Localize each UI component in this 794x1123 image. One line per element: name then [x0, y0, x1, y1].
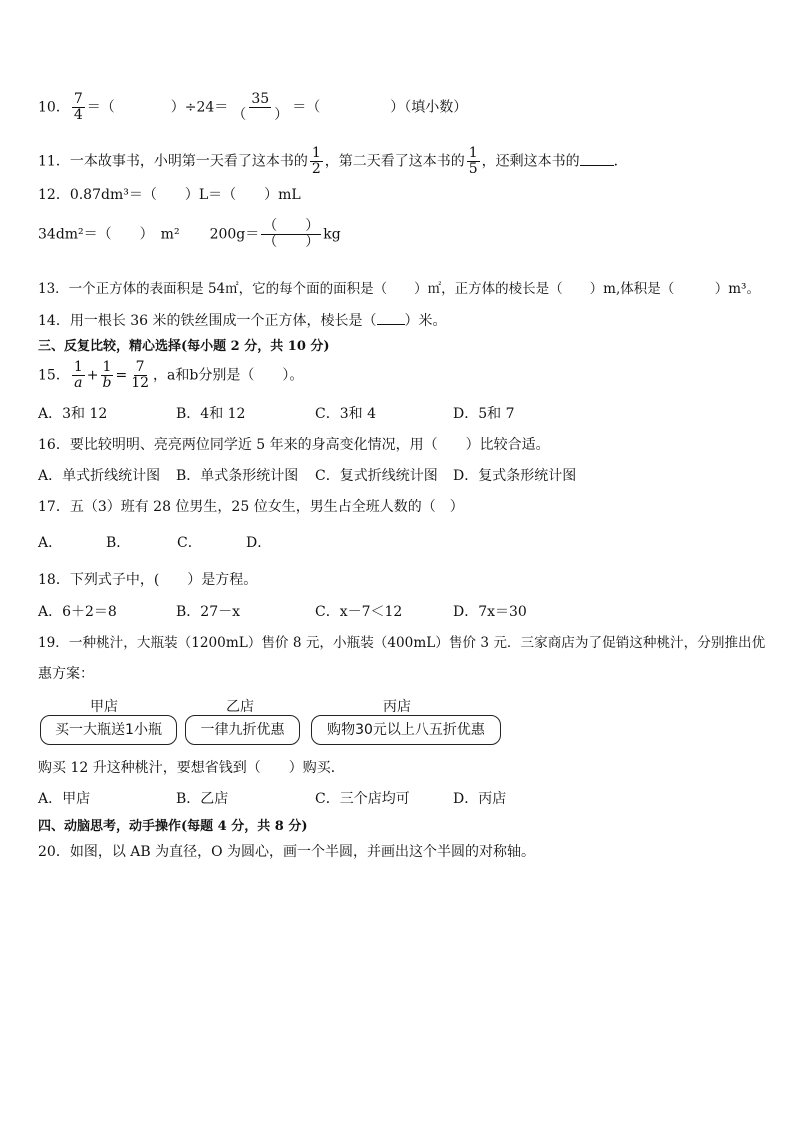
shop-offer-bing: 购物30元以上八五折优惠 — [311, 715, 501, 745]
question-11: 11．一本故事书，小明第一天看了这本书的 $\frac{1}{2}$ ，第二天看了这本书的 $\frac{1}{5}$ ，还剩这本书的 ． — [38, 145, 628, 177]
fraction-1-5: $\frac{1}{5}$ — [468, 145, 478, 177]
q19-option-b[interactable]: B．乙店 — [176, 791, 229, 807]
question-13: 13．一个正方体的表面积是 54㎡，它的每个面的面积是（ ）㎡，正方体的棱长是（ ）m,体积是（ ）m³。 — [38, 281, 760, 297]
question-15: 15． $\frac{1}{a}$ + $\frac{1}{b}$ = $\frac{7}{12}$ ，a和b分别是（ ）。 — [38, 359, 304, 391]
q17-option-d[interactable]: D． — [246, 535, 272, 551]
shop-label-jia: 甲店 — [90, 699, 118, 715]
fraction-1-2: $\frac{1}{2}$ — [311, 145, 321, 177]
q15-option-a[interactable]: A．3和 12 — [38, 406, 108, 422]
shop-offer-yi: 一律九折优惠 — [185, 715, 300, 745]
q15-option-d[interactable]: D．5和 7 — [453, 406, 515, 422]
q18-option-d[interactable]: D．7x＝30 — [453, 604, 527, 620]
question-14: 14．用一根长 36 米的铁丝围成一个正方体，棱长是（ ）米。 — [38, 313, 447, 329]
question-19-line-1: 19．一种桃汁，大瓶装（1200mL）售价 8 元，小瓶装（400mL）售价 3 元．三家商店为了促销这种桃汁，分别推出优 — [38, 635, 766, 651]
fraction-blank: $\frac{( )}{( )}$ — [263, 218, 320, 250]
section-3-heading: 三、反复比较，精心选择(每小题 2 分，共 10 分) — [38, 339, 330, 354]
fraction-7-4: $\frac{7}{4}$ — [73, 91, 83, 123]
question-16: 16．要比较明明、亮亮两位同学近 5 年来的身高变化情况，用（ ）比较合适。 — [38, 437, 550, 453]
q16-option-a[interactable]: A．单式折线统计图 — [38, 468, 161, 484]
q19-option-a[interactable]: A．甲店 — [38, 791, 91, 807]
question-12-line-2: 34dm²＝（ ） m² 200g＝ $\frac{( )}{( )}$ kg — [38, 218, 341, 250]
q15-option-b[interactable]: B．4和 12 — [176, 406, 246, 422]
fraction-35: $\frac{35}{( )}$ — [232, 91, 289, 123]
section-4-heading: 四、动脑思考，动手操作(每题 4 分，共 8 分) — [38, 819, 308, 834]
question-12-line-1: 12．0.87dm³＝（ ）L＝（ ）mL — [38, 187, 301, 203]
q17-option-a[interactable]: A． — [38, 535, 63, 551]
question-19-prompt: 购买 12 升这种桃汁，要想省钱到（ ）购买． — [38, 760, 345, 776]
shop-offer-jia: 买一大瓶送1小瓶 — [40, 715, 177, 745]
q17-option-c[interactable]: C． — [177, 535, 202, 551]
question-20: 20．如图，以 AB 为直径，O 为圆心，画一个半圆，并画出这个半圆的对称轴。 — [38, 844, 536, 860]
q18-option-a[interactable]: A．6＋2＝8 — [38, 604, 117, 620]
question-17: 17．五（3）班有 28 位男生，25 位女生，男生占全班人数的（ ） — [38, 499, 464, 515]
fraction-1-a: $\frac{1}{a}$ — [73, 359, 83, 391]
q17-option-b[interactable]: B． — [106, 535, 131, 551]
question-19-line-2: 惠方案： — [38, 666, 94, 682]
question-18: 18．下列式子中，( ）是方程。 — [38, 572, 258, 588]
q15-option-c[interactable]: C．3和 4 — [315, 406, 376, 422]
q16-option-c[interactable]: C．复式折线统计图 — [315, 468, 438, 484]
answer-blank — [580, 152, 614, 166]
fraction-1-b: $\frac{1}{b}$ — [102, 359, 112, 391]
q19-option-d[interactable]: D．丙店 — [453, 791, 507, 807]
q16-option-d[interactable]: D．复式条形统计图 — [453, 468, 577, 484]
q19-option-c[interactable]: C．三个店均可 — [315, 791, 410, 807]
question-10: 10． $\frac{7}{4}$ ＝（ ）÷24＝ $\frac{35}{( )}$ ＝（ ）（填小数） — [38, 91, 468, 123]
shop-label-bing: 丙店 — [383, 699, 411, 715]
q18-option-c[interactable]: C．x－7＜12 — [315, 604, 403, 620]
q18-option-b[interactable]: B．27－x — [176, 604, 240, 620]
fraction-7-12: $\frac{7}{12}$ — [131, 359, 150, 391]
q16-option-b[interactable]: B．单式条形统计图 — [176, 468, 299, 484]
shop-label-yi: 乙店 — [226, 699, 254, 715]
answer-blank — [377, 311, 405, 325]
